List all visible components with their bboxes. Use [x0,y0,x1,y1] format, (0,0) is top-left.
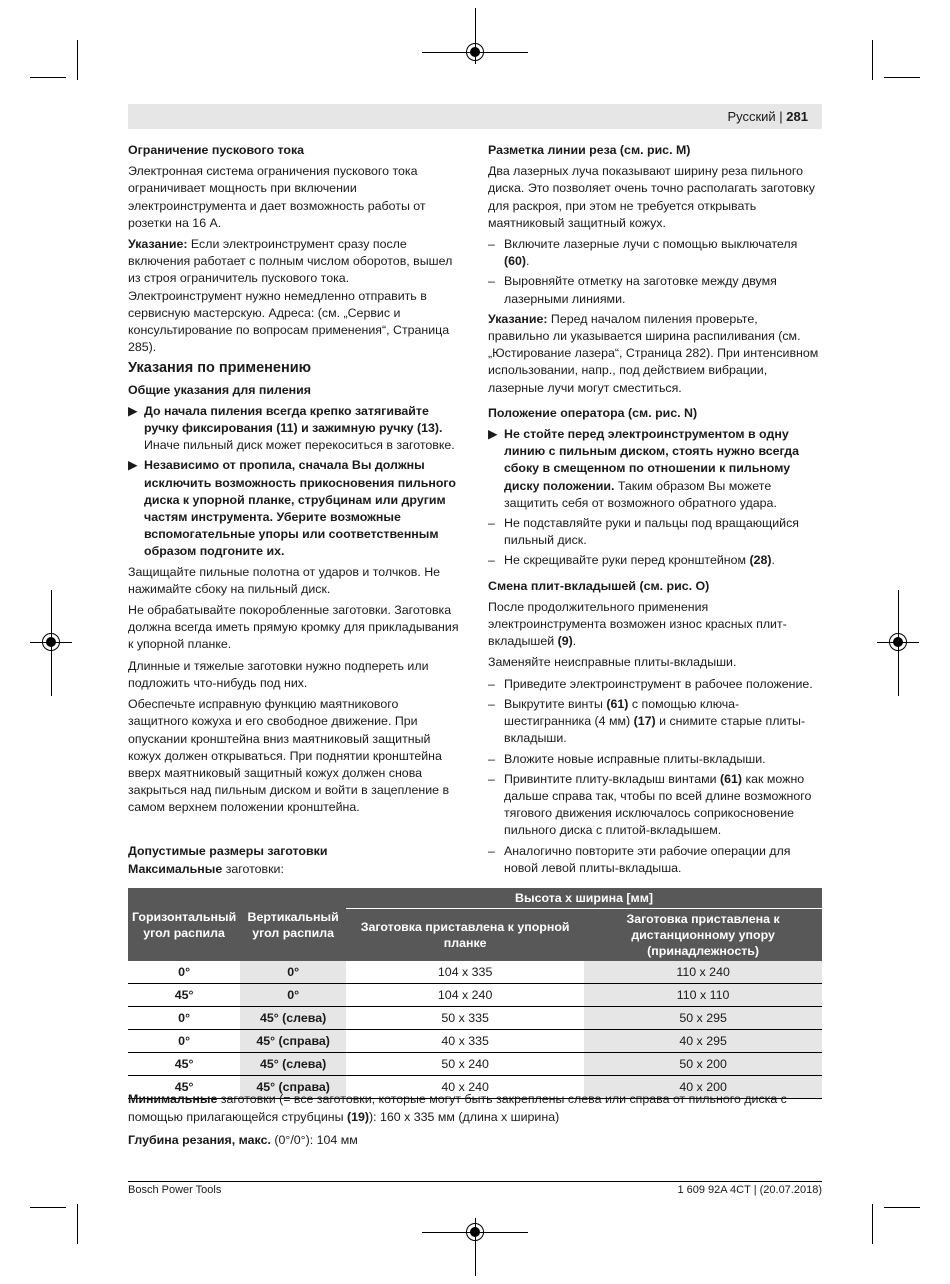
crop-mark [884,1207,920,1208]
table-row: 0° 45° (справа) 40 x 335 40 x 295 [128,1030,822,1053]
table-row: 0° 0° 104 x 335 110 x 240 [128,961,822,984]
table-row: 0° 45° (слева) 50 x 335 50 x 295 [128,1007,822,1030]
paragraph: Не обрабатывайте покоробленные заготовки. Заготовка должна всегда иметь прямую кромку для прикладывания к упорной планке. [128,603,459,652]
dimensions-table [128,888,822,1099]
footer-docnum: 1 609 92A 4CT | (20.07.2018) [677,1184,822,1196]
paragraph: Длинные и тяжелые заготовки нужно подпереть или подложить что-нибудь под них. [128,658,429,690]
crop-mark [30,77,66,78]
right-column [488,142,822,880]
laser-note: Указание: Перед началом пиления проверьте, правильно ли указывается ширина распиливания (см. „Юстирование лазера“, Страница 282). При интенсивном использовании, напр., под действием вибрации, лазерные лучи могут сместиться. [488,311,819,395]
header-distance: Заготовка приставлена к дистанционному упору (принадлежность) [584,909,822,962]
dash-item: – Выровняйте отметку на заготовке между двумя лазерными линиями. [488,274,777,306]
crop-mark [872,1204,873,1244]
header-language: Русский [727,109,776,124]
general-title: Общие указания для пиления [128,382,311,397]
page-number: 281 [786,109,808,124]
registration-mark-icon [466,43,484,61]
crop-mark [884,77,920,78]
dash-item: – Включите лазерные лучи с помощью выключателя (60). [488,237,798,269]
bullet-bold: До начала пиления всегда крепко затягивайте ручку фиксирования (11) и зажимную ручку (13). [144,403,443,436]
table-row: 45° 45° (слева) 50 x 240 50 x 200 [128,1053,822,1076]
triangle-bullet-icon: ▶ [128,403,138,418]
operator-title: Положение оператора (см. рис. N) [488,405,698,420]
dash-item: – Вложите новые исправные плиты-вкладыши. [488,751,766,766]
bullet-item: ▶ Не стойте перед электроинструментом в одну линию с пильным диском, стоять нужно всегда сбоку в смещенном по отношении к пильному диску положении. Таким образом Вы можете защитить себя от возможного обратного удара. [488,427,799,510]
dash-item: – Не подставляйте руки и пальцы под вращающийся пильный диск. [488,516,800,548]
inrush-note [128,236,461,356]
usage-heading: Указания по применению [128,360,312,377]
footer-brand: Bosch Power Tools [128,1184,222,1196]
min-line: Минимальные заготовки (= все заготовки, которые могут быть закреплены слева или справа от пильного диска с помощью прилагающейся струбцины (19)): 160 x 335 мм (длина x ширина) [128,1092,787,1124]
registration-mark-icon [466,1223,484,1241]
crop-mark [77,1204,78,1244]
paragraph: Обеспечьте исправную функцию маятникового защитного кожуха и его свободное движение. При опускании кронштейна вниз маятниковый защитный кожух должен открываться. При поднятии кронштейна вверх маятниковый защитный кожух должен снова закрыться над пильным диском и войти в зацепление в самом верхнем положении кронштейна. [128,697,450,815]
dash-item: – Приведите электроинструмент в рабочее положение. [488,676,813,691]
header-fence: Заготовка приставлена к упорной планке [346,909,584,962]
crop-mark [872,40,873,80]
crop-mark [77,40,78,80]
dash-item: – Выкрутите винты (61) с помощью ключа-шестигранника (4 мм) (17) и снимите старые плиты-вкладыши. [488,696,806,746]
insert-text2: Заменяйте неисправные плиты-вкладыши. [488,655,737,670]
crop-mark [30,1207,66,1208]
header-vertical: Вертикальный угол распила [240,888,346,961]
left-column [128,142,461,821]
laser-text: Два лазерных луча показывают ширину реза пильного диска. Это позволяет очень точно располагать заготовку для раскроя, при этом не требуется открывать маятниковый защитный кожух. [488,164,815,230]
header-text: Русский | 281 [727,109,808,124]
triangle-bullet-icon: ▶ [128,458,138,473]
table-row: 45° 0° 104 x 240 110 x 110 [128,984,822,1007]
max-line: Максимальные заготовки: [128,862,284,876]
insert-title: Смена плит-вкладышей (см. рис. O) [488,578,710,593]
header-horizontal: Горизонтальный угол распила [128,888,240,961]
inrush-text: Электронная система ограничения пускового тока ограничивает мощность при включении электроинструмента и дает возможность работы от розетки на 16 А. [128,164,426,230]
footer-rule [128,1181,822,1182]
dash-item: – Не скрещивайте руки перед кронштейном (28). [488,553,775,568]
depth-line: Глубина резания, макс. (0°/0°): 104 мм [128,1133,358,1147]
table-title-block [128,842,327,878]
registration-mark-icon [889,633,907,651]
insert-text: После продолжительного применения электроинструмента возможен износ красных плит-вкладышей (9). [488,599,787,649]
page-header [128,104,822,129]
triangle-bullet-icon: ▶ [488,427,498,442]
paragraph: Защищайте пильные полотна от ударов и толчков. Не нажимайте сбоку на пильный диск. [128,564,441,596]
laser-title: Разметка линии реза (см. рис. M) [488,143,691,157]
bullet-text: Иначе пильный диск может перекоситься в заготовке. [144,438,455,453]
note-text: Если электроинструмент сразу после включения работает с полным числом оборотов, вышел из строя ограничитель пускового тока. Электроинструмент нужно немедленно отправить в сервисную мастерскую. Адреса: (см. „Сервис и консультирование по вопросам применения“, Страница 285). [128,237,453,355]
bullet-bold: Независимо от пропила, сначала Вы должны исключить возможность прикосновения пильного диска к упорной планке, струбцинам или другим частям инструмента. Уберите возможные вспомогательные упоры или соответственным образом подгоните их. [144,458,456,559]
dash-item: – Привинтите плиту-вкладыш винтами (61) как можно дальше справа так, чтобы по всей длине возможного тягового движения исключалось соприкосновение пильного диска с плитой-вкладышем. [488,771,812,838]
header-size: Высота x ширина [мм] [346,888,822,909]
table-title: Допустимые размеры заготовки [128,844,328,858]
registration-mark-icon [42,633,60,651]
bullet-item [128,403,461,455]
note-label: Указание: [128,237,188,252]
bullet-item [128,457,461,560]
dash-item: – Аналогично повторите эти рабочие операции для новой левой плиты-вкладыша. [488,843,791,875]
inrush-title: Ограничение пускового тока [128,143,305,157]
table-row: 45° 45° (справа) 40 x 240 40 x 200 [128,1076,822,1099]
table-notes [128,1090,822,1154]
